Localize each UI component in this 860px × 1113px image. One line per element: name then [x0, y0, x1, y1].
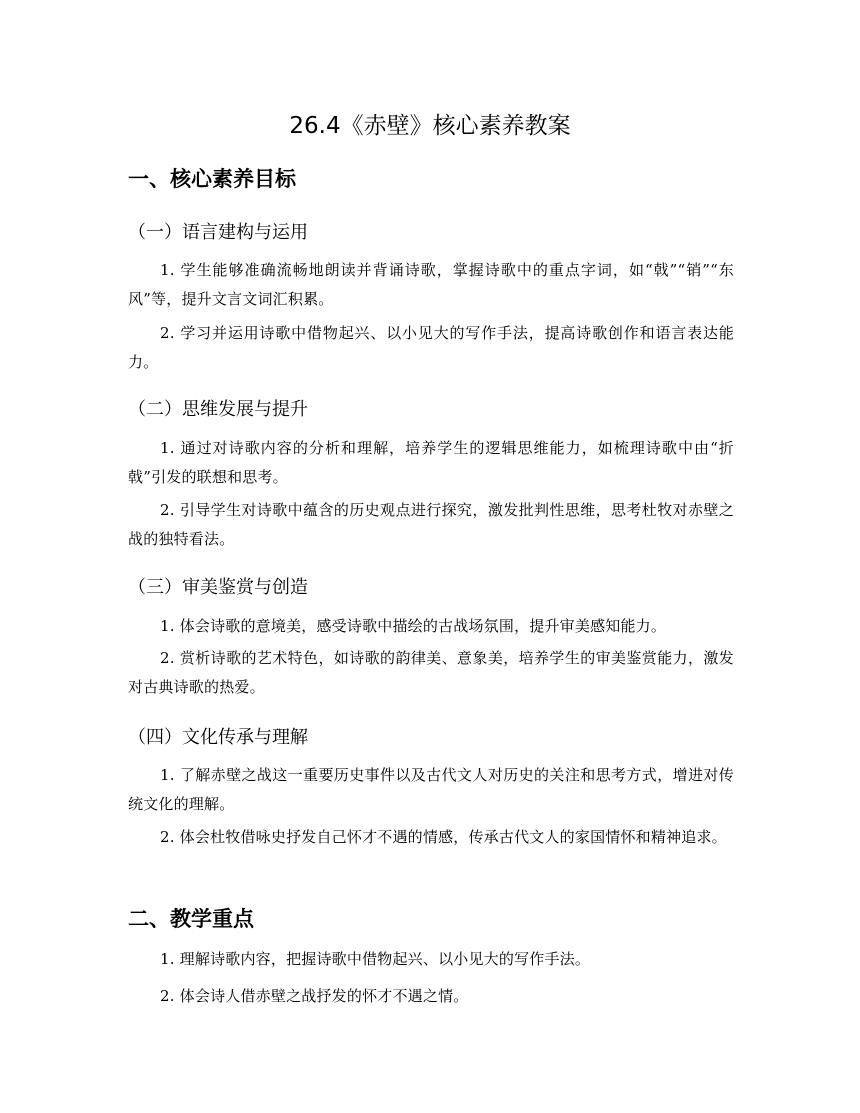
paragraph-thinking-2: 2. 引导学生对诗歌中蕴含的历史观点进行探究，激发批判性思维，思考杜牧对赤壁之战的独特看法。: [128, 501, 734, 548]
paragraph-culture-1: 1. 了解赤壁之战这一重要历史事件以及古代文人对历史的关注和思考方式，增进对传统文化的理解。: [128, 766, 734, 813]
paragraph-aesthetics-2: 2. 赏析诗歌的艺术特色，如诗歌的韵律美、意象美，培养学生的审美鉴赏能力，激发对古典诗歌的热爱。: [128, 649, 734, 696]
paragraph-language-2: 2. 学习并运用诗歌中借物起兴、以小见大的写作手法，提高诗歌创作和语言表达能力。: [128, 324, 734, 371]
paragraph-thinking-1: 1. 通过对诗歌内容的分析和理解，培养学生的逻辑思维能力，如梳理诗歌中由“折戟”引发的联想和思考。: [128, 439, 734, 486]
paragraph-culture-2: 2. 体会杜牧借咏史抒发自己怀才不遇的情感，传承古代文人的家国情怀和精神追求。: [160, 828, 727, 846]
paragraph-aesthetics-1: 1. 体会诗歌的意境美，感受诗歌中描绘的古战场氛围，提升审美感知能力。: [160, 617, 667, 635]
subsection-heading-aesthetics: （三）审美鉴赏与创造: [128, 577, 308, 598]
section-heading-teaching-focus: 二、教学重点: [128, 907, 254, 931]
subsection-heading-culture: （四）文化传承与理解: [128, 727, 308, 748]
paragraph-language-1: 1. 学生能够准确流畅地朗读并背诵诗歌，掌握诗歌中的重点字词，如“戟”“销”“东风”等，提升文言文词汇积累。: [128, 261, 734, 308]
subsection-heading-language: （一）语言建构与运用: [128, 222, 308, 243]
paragraph-focus-1: 1. 理解诗歌内容，把握诗歌中借物起兴、以小见大的写作手法。: [160, 950, 591, 968]
subsection-heading-thinking: （二）思维发展与提升: [128, 399, 308, 420]
paragraph-focus-2: 2. 体会诗人借赤壁之战抒发的怀才不遇之情。: [160, 987, 469, 1005]
document-title: 26.4《赤壁》核心素养教案: [289, 113, 571, 139]
section-heading-core-goals: 一、核心素养目标: [128, 167, 296, 191]
